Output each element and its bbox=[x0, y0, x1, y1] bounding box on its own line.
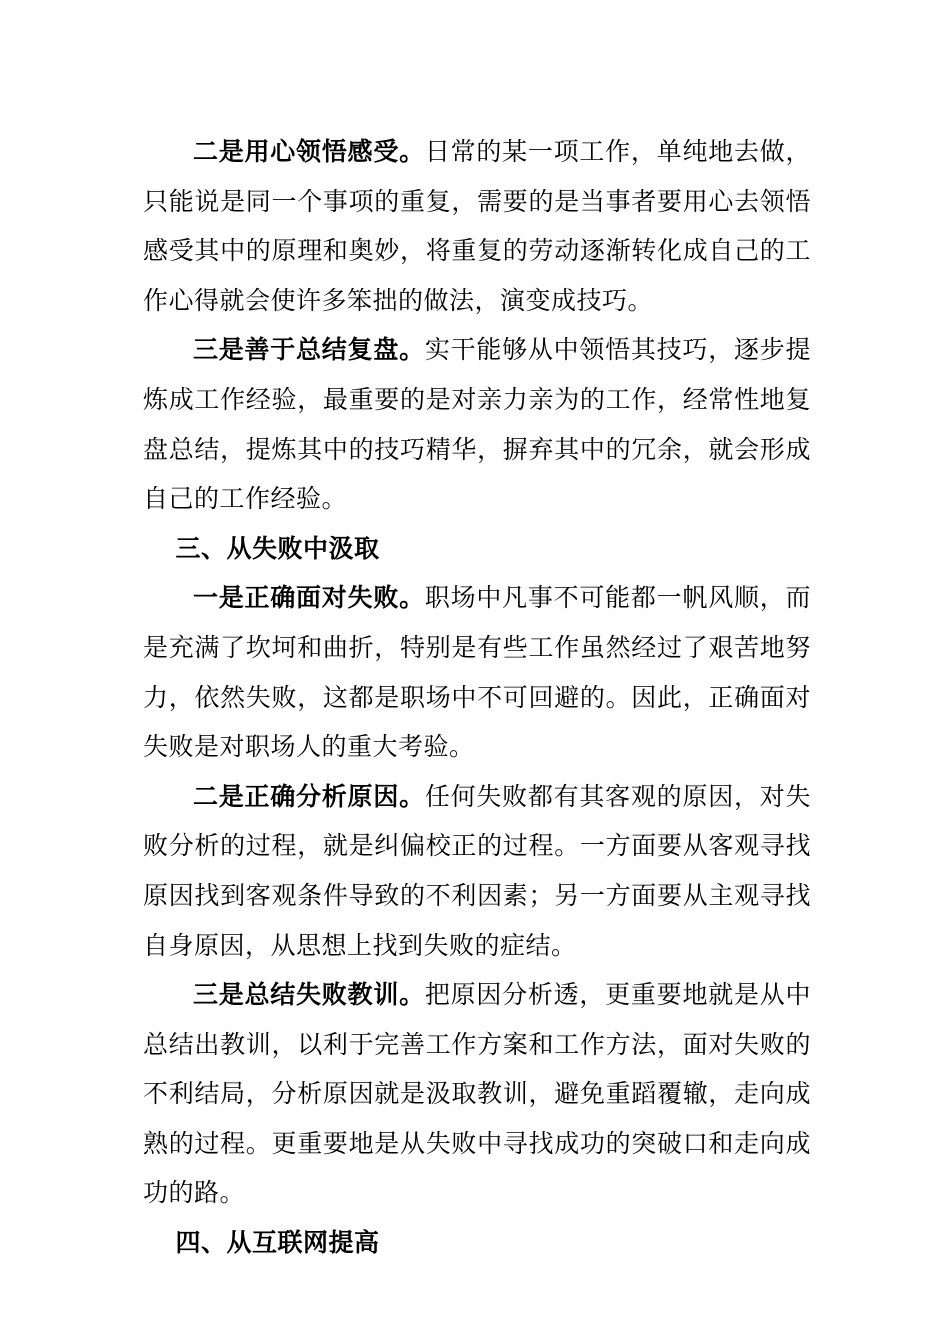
paragraph-summarize-lessons bbox=[143, 970, 811, 1218]
paragraph-lead: 一是正确面对失败。 bbox=[193, 583, 425, 613]
paragraph-lead: 二是正确分析原因。 bbox=[193, 781, 425, 811]
paragraph-text: 职场中凡事不可能都一帆风顺，而是充满了坎坷和曲折，特别是有些工作虽然经过了艰苦地努力，依然失败，这都是职场中不可回避的。因此，正确面对失败是对职场人的重大考验。 bbox=[143, 583, 811, 762]
paragraph-text: 把原因分析透，更重要地就是从中总结出教训，以利于完善工作方案和工作方法，面对失败的不利结局，分析原因就是汲取教训，避免重蹈覆辙，走向成熟的过程。更重要地是从失败中寻找成功的突破口和走向成功的路。 bbox=[143, 980, 811, 1208]
section-heading-improve-from-internet: 四、从互联网提高 bbox=[175, 1228, 380, 1258]
paragraph-lead: 二是用心领悟感受。 bbox=[193, 137, 425, 166]
paragraph-use-heart bbox=[143, 127, 811, 325]
paragraph-text: 日常的某一项工作，单纯地去做，只能说是同一个事项的重复，需要的是当事者要用心去领悟感受其中的原理和奥妙，将重复的劳动逐渐转化成自己的工作心得就会使许多笨拙的做法，演变成技巧。 bbox=[143, 137, 811, 315]
paragraph-analyze-causes bbox=[143, 772, 811, 970]
paragraph-face-failure bbox=[143, 573, 811, 771]
section-heading-learn-from-failure: 三、从失败中汲取 bbox=[175, 533, 380, 563]
paragraph-summarize-review bbox=[143, 325, 811, 523]
paragraph-lead: 三是总结失败教训。 bbox=[193, 980, 425, 1010]
paragraph-text: 实干能够从中领悟其技巧，逐步提炼成工作经验，最重要的是对亲力亲为的工作，经常性地复盘总结，提炼其中的技巧精华，摒弃其中的冗余，就会形成自己的工作经验。 bbox=[143, 335, 811, 514]
document-body bbox=[143, 127, 811, 1268]
paragraph-text: 任何失败都有其客观的原因，对失败分析的过程，就是纠偏校正的过程。一方面要从客观寻找原因找到客观条件导致的不利因素；另一方面要从主观寻找自身原因，从思想上找到失败的症结。 bbox=[143, 781, 811, 960]
paragraph-lead: 三是善于总结复盘。 bbox=[193, 335, 425, 365]
